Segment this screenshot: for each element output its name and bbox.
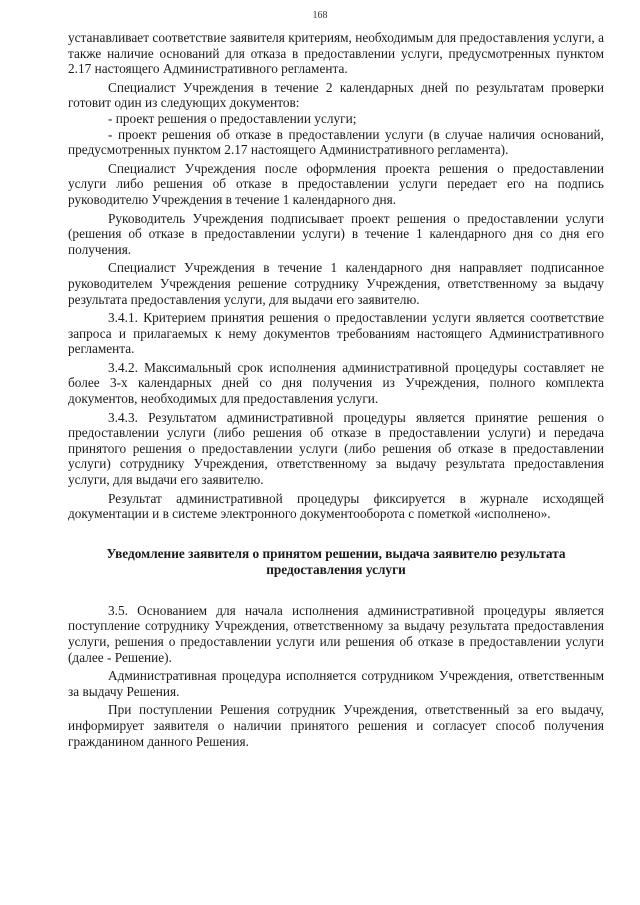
paragraph: устанавливает соответствие заявителя критериям, необходимым для предоставления услуги, а также наличие оснований для отказа в предоставлении услуги, предусмотренных пунктом 2.17 настоящего Административного регламента. [68,30,604,77]
paragraph: Результат административной процедуры фиксируется в журнале исходящей документации и в системе электронного документооборота с пометкой «исполнено». [68,490,604,522]
paragraph: 3.4.3. Результатом административной процедуры является принятие решения о предоставлении услуги (либо решения об отказе в предоставлении услуги) и передача принятого решения о предоставлении услуги (либо решения об отказе в предоставлении услуги) сотруднику Учреждения, ответственному за выдачу результата предоставления услуги, для выдачи его заявителю. [68,409,604,488]
paragraph: 3.5. Основанием для начала исполнения административной процедуры является поступление сотруднику Учреждения, ответственному за выдачу результата предоставления услуги, решения о предоставлении услуги или решения об отказе в предоставлении услуги (далее - Решение). [68,602,604,665]
paragraph: При поступлении Решения сотрудник Учреждения, ответственный за его выдачу, информирует заявителя о наличии принятого решения и согласует способ получения гражданином данного Решения. [68,702,604,749]
paragraph: Специалист Учреждения в течение 2 календарных дней по результатам проверки готовит один из следующих документов: [68,79,604,111]
list-item: - проект решения о предоставлении услуги; [108,110,357,126]
paragraph: Специалист Учреждения в течение 1 календарного дня направляет подписанное руководителем Учреждения решение сотруднику Учреждения, ответственному за выдачу результата предоставления услуги, для выдачи его заявителю. [68,260,604,307]
paragraph: 3.4.2. Максимальный срок исполнения административной процедуры составляет не более 3-х календарных дней со дня получения из Учреждения, полного комплекта документов, необходимых для предоставления услуги. [68,359,604,407]
page-number: 168 [312,10,328,21]
section-heading: Уведомление заявителя о принятом решении, выдача заявителю результата предоставления услуги [106,545,566,578]
paragraph: Специалист Учреждения после оформления проекта решения о предоставлении услуги либо решения об отказе в предоставлении услуги передает его на подпись руководителю Учреждения в течение 1 календарного дня. [68,160,604,207]
paragraph: Руководитель Учреждения подписывает проект решения о предоставлении услуги (решения об отказе в предоставлении услуги) в течение 1 календарного дня со дня его получения. [68,210,604,257]
paragraph: Административная процедура исполняется сотрудником Учреждения, ответственным за выдачу Решения. [68,668,604,699]
list-item: - проект решения об отказе в предоставлении услуги (в случае наличия оснований, предусмотренных пунктом 2.17 настоящего Административного регламента). [68,126,604,158]
paragraph: 3.4.1. Критерием принятия решения о предоставлении услуги является соответствие запроса и прилагаемых к нему документов требованиям настоящего Административного регламента. [68,310,604,357]
document-body [68,30,604,749]
